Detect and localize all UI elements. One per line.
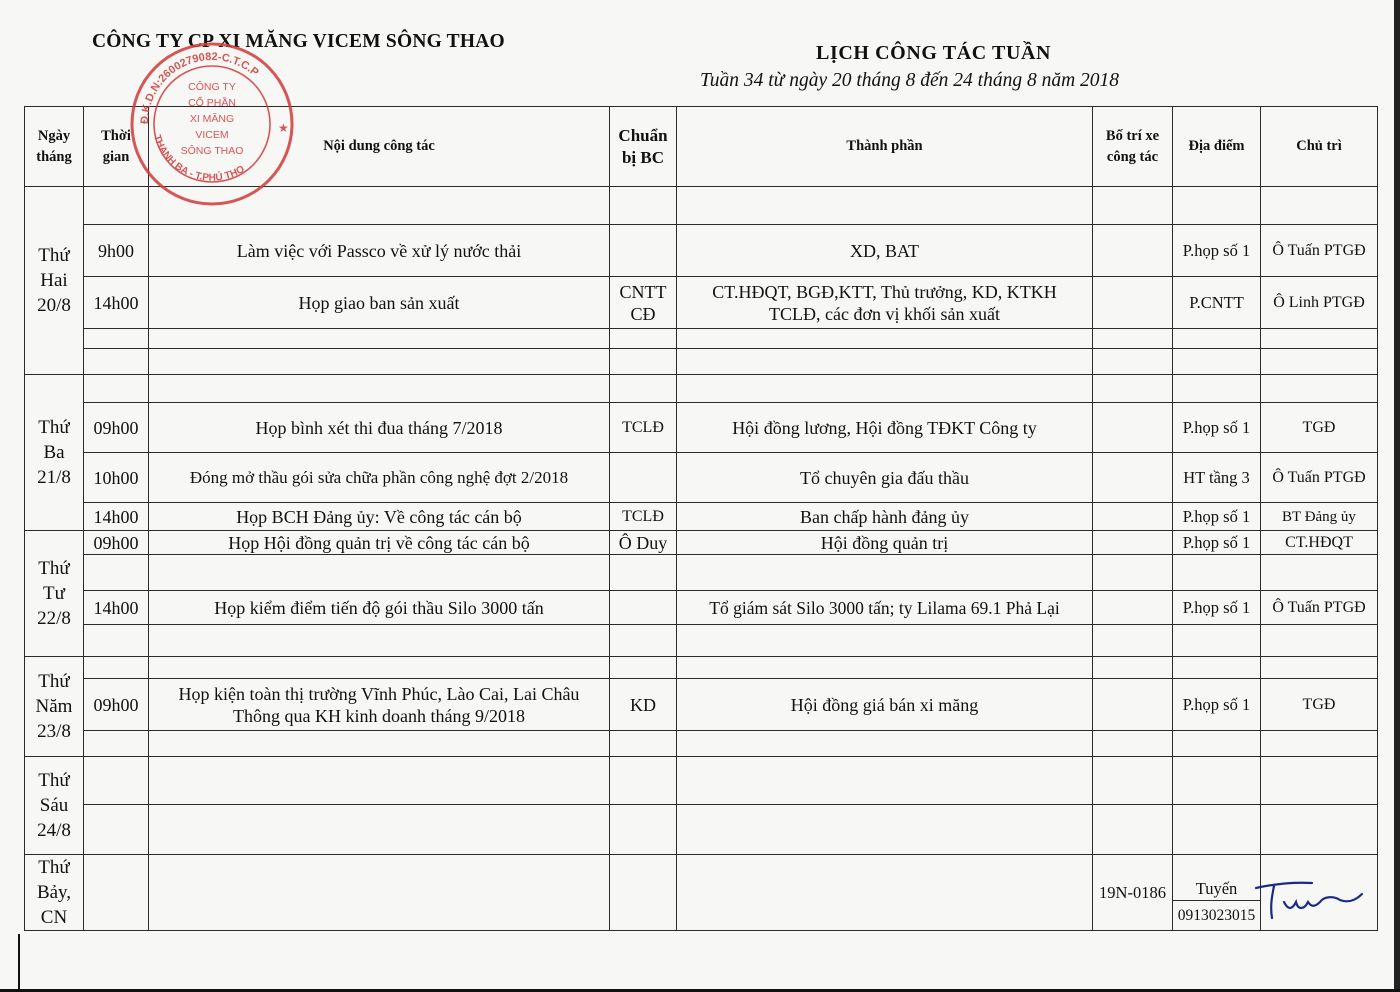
prep-cell xyxy=(610,277,677,329)
table-row xyxy=(25,453,1378,503)
prep-line: CNTT xyxy=(619,281,667,302)
day-friday: Thứ Sáu 24/8 xyxy=(25,757,84,855)
table-row xyxy=(25,855,1378,901)
car-cell: 19N-0186 xyxy=(1093,855,1173,931)
table-row xyxy=(25,403,1378,453)
members-cell: Tổ chuyên gia đấu thầu xyxy=(677,453,1093,503)
prep-cell: TCLĐ xyxy=(610,403,677,453)
day-wednesday: Thứ Tư 22/8 xyxy=(25,531,84,657)
day-monday: Thứ Hai 20/8 xyxy=(25,187,84,375)
table-row xyxy=(25,277,1378,329)
content-cell xyxy=(149,679,610,731)
place-cell: P.họp số 1 xyxy=(1173,503,1261,531)
header-members: Thành phần xyxy=(677,107,1093,187)
time-cell: 9h00 xyxy=(84,225,149,277)
prep-cell: KD xyxy=(610,679,677,731)
members-cell: Ban chấp hành đảng ủy xyxy=(677,503,1093,531)
place-cell: P.họp số 1 xyxy=(1173,591,1261,625)
prep-cell xyxy=(610,453,677,503)
day-saturday-sunday: Thứ Bảy, CN xyxy=(25,855,84,931)
time-cell: 09h00 xyxy=(84,403,149,453)
host-cell: TGĐ xyxy=(1261,679,1378,731)
content-cell: Làm việc với Passco về xử lý nước thải xyxy=(149,225,610,277)
stamp-bottom-text: THANH BA - T.PHÚ THỌ xyxy=(151,133,247,184)
members-cell: Hội đồng quản trị xyxy=(677,531,1093,555)
host-cell: BT Đảng ủy xyxy=(1261,503,1378,531)
time-cell: 14h00 xyxy=(84,503,149,531)
stamp-line: VICEM xyxy=(195,129,229,141)
table-row xyxy=(25,503,1378,531)
scan-edge-right xyxy=(1394,0,1400,992)
prep-cell: Ô Duy xyxy=(610,531,677,555)
week-subtitle: Tuần 34 từ ngày 20 tháng 8 đến 24 tháng 8 năm 2018 xyxy=(700,70,1120,91)
host-cell: Ô Tuấn PTGĐ xyxy=(1261,225,1378,277)
place-cell: P.họp số 1 xyxy=(1173,531,1261,555)
host-cell: TGĐ xyxy=(1261,403,1378,453)
content-cell: Họp giao ban sản xuất xyxy=(149,277,610,329)
members-cell: Hội đồng lương, Hội đồng TĐKT Công ty xyxy=(677,403,1093,453)
table-row xyxy=(25,591,1378,625)
place-cell: P.họp số 1 xyxy=(1173,403,1261,453)
place-cell: P.CNTT xyxy=(1173,277,1261,329)
host-cell: Ô Tuấn PTGĐ xyxy=(1261,591,1378,625)
host-cell: Ô Linh PTGĐ xyxy=(1261,277,1378,329)
prep-cell xyxy=(610,225,677,277)
prep-cell xyxy=(610,591,677,625)
place-cell: HT tầng 3 xyxy=(1173,453,1261,503)
day-tuesday: Thứ Ba 21/8 xyxy=(25,375,84,531)
table-row xyxy=(25,657,1378,679)
content-cell: Họp BCH Đảng ủy: Về công tác cán bộ xyxy=(149,503,610,531)
stamp-line: CỔ PHẦN xyxy=(188,97,236,109)
stamp-ring-text: Đ.K.D.N:2600279082-C.T.C.P xyxy=(138,50,261,125)
content-cell: Họp bình xét thi đua tháng 7/2018 xyxy=(149,403,610,453)
table-row xyxy=(25,375,1378,403)
prep-cell: TCLĐ xyxy=(610,503,677,531)
header-time: Thời gian xyxy=(84,107,149,187)
content-cell: Họp Hội đồng quản trị về công tác cán bộ xyxy=(149,531,610,555)
stamp-star-icon: ★ xyxy=(278,121,289,135)
content-cell: Họp kiểm điểm tiến độ gói thầu Silo 3000 tấn xyxy=(149,591,610,625)
header-car: Bố trí xe công tác xyxy=(1093,107,1173,187)
table-row xyxy=(25,225,1378,277)
members-cell: XD, BAT xyxy=(677,225,1093,277)
header-place: Địa điểm xyxy=(1173,107,1261,187)
stamp-line: CÔNG TY xyxy=(188,81,236,93)
time-cell: 14h00 xyxy=(84,591,149,625)
members-cell: Hội đồng giá bán xi măng xyxy=(677,679,1093,731)
driver-cell: Tuyến xyxy=(1173,855,1261,901)
day-thursday: Thứ Năm 23/8 xyxy=(25,657,84,757)
schedule-table xyxy=(24,106,1378,931)
time-cell: 09h00 xyxy=(84,531,149,555)
table-row xyxy=(25,531,1378,555)
header-prep: Chuẩn bị BC xyxy=(610,107,677,187)
driver-phone: 0913023015 xyxy=(1173,901,1261,931)
company-seal-stamp xyxy=(128,40,296,208)
scan-edge-left xyxy=(18,934,20,992)
members-cell: Tổ giám sát Silo 3000 tấn; ty Lilama 69.1 Phả Lại xyxy=(677,591,1093,625)
header-content: Nội dung công tác xyxy=(149,107,610,187)
content-cell: Đóng mở thầu gói sửa chữa phần công nghệ đợt 2/2018 xyxy=(149,453,610,503)
prep-line: CĐ xyxy=(630,303,656,324)
content-line: Thông qua KH kinh doanh tháng 9/2018 xyxy=(233,705,525,726)
content-line: Họp kiện toàn thị trường Vĩnh Phúc, Lào Cai, Lai Châu xyxy=(178,683,580,704)
header-date: Ngày tháng xyxy=(25,107,84,187)
page-title: LỊCH CÔNG TÁC TUẦN xyxy=(816,42,1052,64)
members-cell xyxy=(677,277,1093,329)
header-host: Chủ trì xyxy=(1261,107,1378,187)
members-line: CT.HĐQT, BGĐ,KTT, Thủ trưởng, KD, KTKH xyxy=(712,281,1057,302)
company-name: CÔNG TY CP XI MĂNG VICEM SÔNG THAO xyxy=(92,31,505,52)
host-cell: Ô Tuấn PTGĐ xyxy=(1261,453,1378,503)
place-cell: P.họp số 1 xyxy=(1173,225,1261,277)
time-cell: 14h00 xyxy=(84,277,149,329)
stamp-line: XI MĂNG xyxy=(189,113,235,125)
place-cell: P.họp số 1 xyxy=(1173,679,1261,731)
members-line: TCLĐ, các đơn vị khối sản xuất xyxy=(769,303,1000,324)
host-cell: CT.HĐQT xyxy=(1261,531,1378,555)
table-row xyxy=(25,679,1378,731)
time-cell: 10h00 xyxy=(84,453,149,503)
time-cell: 09h00 xyxy=(84,679,149,731)
stamp-line: SÔNG THAO xyxy=(180,145,244,157)
table-row xyxy=(25,757,1378,805)
signature-mark xyxy=(1254,874,1364,924)
